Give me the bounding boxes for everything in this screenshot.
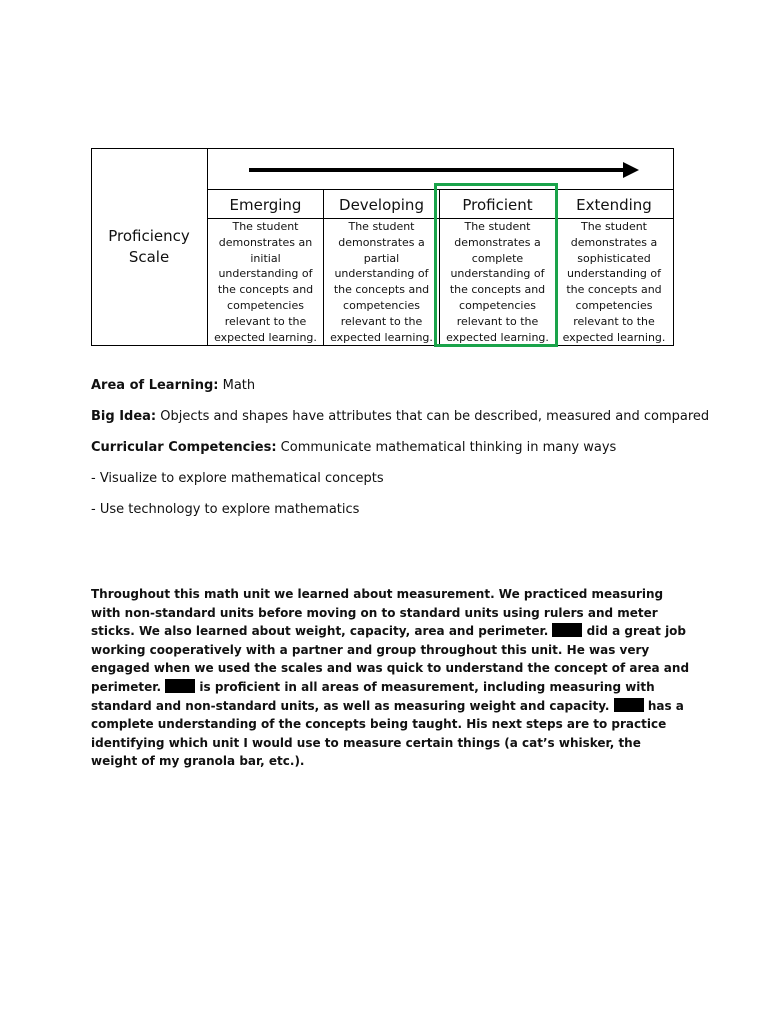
description-line: demonstrates an: [218, 235, 313, 249]
description-line: relevant to the: [224, 314, 307, 328]
competencies-label: Curricular Competencies:: [91, 440, 277, 455]
description-line: relevant to the: [456, 314, 539, 328]
description-line: demonstrates a: [338, 235, 425, 249]
redacted-name: [614, 698, 644, 712]
description-line: sophisticated: [577, 251, 651, 265]
description-line: relevant to the: [340, 314, 423, 328]
description-line: The student: [580, 220, 647, 233]
big-idea: [91, 408, 709, 426]
competency-bullet: - Visualize to explore mathematical concepts: [91, 471, 384, 486]
competencies-value: Communicate mathematical thinking in many ways: [276, 440, 617, 455]
description-line: understanding of: [334, 267, 429, 281]
level-header-emerging: Emerging: [229, 196, 302, 214]
description-line: understanding of: [218, 267, 313, 281]
curricular-competencies: [91, 439, 616, 457]
description-line: competencies: [343, 298, 420, 312]
description-line: demonstrates a: [570, 235, 658, 249]
competency-bullet: - Use technology to explore mathematics: [91, 502, 360, 517]
area-of-learning: [91, 377, 255, 395]
report-comment: [91, 585, 691, 771]
description-line: understanding of: [566, 267, 662, 281]
description-line: competencies: [575, 298, 653, 312]
level-header-proficient: Proficient: [462, 196, 533, 214]
progress-arrow-shaft: [249, 168, 625, 172]
area-value: Math: [218, 378, 256, 393]
report-text: did a great job working cooperatively with a partner and group throughout this unit. He was very engaged when we used the scales and was quick to understand the concept of area and perimeter.: [91, 624, 690, 694]
level-description-extending: [556, 219, 672, 345]
description-line: the concepts and: [333, 283, 430, 297]
description-line: complete: [471, 251, 524, 265]
description-line: The student: [232, 220, 299, 233]
proficient-highlight-box: [434, 183, 558, 347]
description-line: The student: [464, 220, 531, 233]
description-line: partial: [363, 251, 400, 265]
description-line: demonstrates a: [454, 235, 541, 249]
level-description-developing: [324, 219, 439, 345]
redacted-name: [552, 623, 582, 637]
description-line: expected learning.: [214, 330, 317, 344]
level-header-extending: Extending: [576, 196, 652, 214]
description-line: expected learning.: [562, 330, 666, 344]
big-idea-label: Big Idea:: [91, 409, 157, 424]
report-text: is proficient in all areas of measurement, including measuring with standard and non-standard units, as well as measuring weight and capacity.: [91, 679, 655, 713]
big-idea-value: Objects and shapes have attributes that can be described, measured and compared: [156, 409, 710, 424]
description-line: The student: [348, 220, 415, 233]
scale-title-line: Scale: [128, 248, 170, 266]
description-line: the concepts and: [449, 283, 546, 297]
description-line: competencies: [459, 298, 536, 312]
description-line: initial: [250, 251, 281, 265]
description-line: expected learning.: [446, 330, 549, 344]
arrow-right-icon: [623, 162, 639, 178]
description-line: relevant to the: [573, 314, 655, 328]
report-text: Throughout this math unit we learned about measurement. We practiced measuring with non-standard units before moving on to standard units using rulers and meter sticks. We also learned about weight, capacity, area and perimeter.: [91, 587, 664, 639]
description-line: expected learning.: [330, 330, 433, 344]
description-line: the concepts and: [217, 283, 314, 297]
description-line: understanding of: [450, 267, 545, 281]
level-description-emerging: [208, 219, 323, 345]
redacted-name: [165, 679, 195, 693]
report-text: has a complete understanding of the concepts being taught. His next steps are to practice identifying which unit I would use to measure certain things (a cat’s whisker, the weight of my granola bar, etc.).: [91, 698, 684, 769]
description-line: competencies: [227, 298, 304, 312]
scale-title: [91, 226, 207, 268]
proficiency-scale-table: [91, 148, 674, 346]
scale-title-line: Proficiency: [108, 227, 190, 245]
description-line: the concepts and: [566, 283, 662, 297]
area-label: Area of Learning:: [91, 378, 219, 393]
level-header-developing: Developing: [339, 196, 424, 214]
